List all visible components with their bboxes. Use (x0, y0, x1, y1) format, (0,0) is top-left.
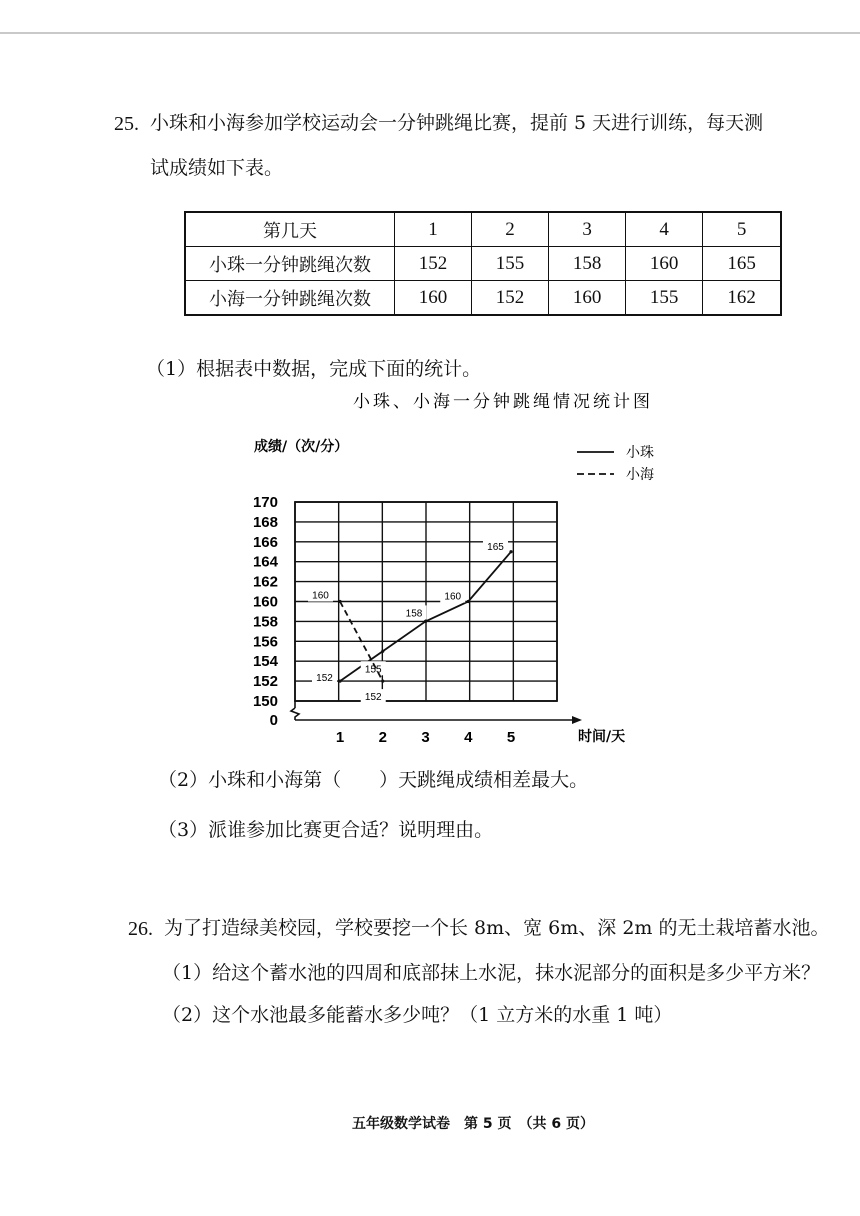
data-point (467, 600, 470, 603)
table-row-label: 小珠一分钟跳绳次数 (185, 247, 395, 281)
y-tick-label: 162 (252, 573, 278, 591)
chart-ticks (253, 494, 515, 746)
y-tick-label: 156 (252, 633, 278, 651)
x-tick-label: 1 (335, 729, 345, 746)
data-point (509, 550, 512, 553)
x-tick-label: 5 (506, 729, 516, 746)
y-tick-label: 164 (252, 553, 278, 571)
question-26-sub2: （2）这个水池最多能蓄水多少吨？（1 立方米的水重 1 吨） (162, 1004, 673, 1026)
table-header-cell: 2 (472, 212, 549, 247)
table-header-cell: 5 (703, 212, 781, 247)
data-point (338, 680, 341, 683)
question-26-text: 为了打造绿美校园，学校要挖一个长 8m、宽 6m、深 2m 的无土栽培蓄水池。 (164, 917, 830, 939)
y-tick-label: 150 (252, 693, 278, 710)
question-25-sub1: （1）根据表中数据，完成下面的统计。 (146, 358, 482, 380)
table-header-cell: 3 (549, 212, 626, 247)
data-label: 160 (312, 590, 329, 602)
page-top-border (0, 32, 860, 34)
data-point (381, 650, 384, 653)
table-cell: 162 (703, 281, 781, 316)
line-chart (0, 380, 860, 780)
table-cell: 160 (626, 247, 703, 281)
data-point (424, 620, 427, 623)
y-tick-label: 160 (252, 593, 278, 611)
question-26-sub1: （1）给这个蓄水池的四周和底部抹上水泥，抹水泥部分的面积是多少平方米？ (162, 962, 821, 984)
question-25-sub3: （3）派谁参加比赛更合适？说明理由。 (158, 819, 494, 841)
y-tick-label: 0 (269, 712, 278, 729)
data-label: 165 (487, 541, 504, 553)
y-tick-label: 158 (252, 613, 278, 631)
chart-legend (577, 444, 654, 483)
table-cell: 152 (472, 281, 549, 316)
x-axis-label: 时间/天 (578, 729, 626, 745)
chart-axes (291, 701, 582, 724)
table-cell: 152 (395, 247, 472, 281)
axis-break-icon (291, 708, 299, 720)
y-tick-label: 152 (252, 673, 278, 691)
x-axis-arrow-icon (572, 716, 582, 724)
table-header-cell: 1 (395, 212, 472, 247)
data-label: 158 (405, 608, 423, 620)
y-tick-label: 154 (252, 653, 278, 671)
table-header-cell: 第几天 (185, 212, 395, 247)
data-label: 160 (444, 591, 462, 603)
table-header-row (185, 212, 781, 247)
data-label: 155 (364, 664, 382, 676)
chart-title: 小珠、小海一分钟跳绳情况统计图 (353, 392, 653, 412)
data-label: 152 (316, 673, 333, 685)
table-header-cell: 4 (626, 212, 703, 247)
question-25-sub2: （2）小珠和小海第（ ）天跳绳成绩相差最大。 (158, 769, 589, 791)
question-25-number: 25. (114, 113, 139, 135)
table-row-label: 小海一分钟跳绳次数 (185, 281, 395, 316)
question-25-text-line1: 小珠和小海参加学校运动会一分钟跳绳比赛，提前 5 天进行训练，每天测 (150, 112, 764, 134)
x-tick-label: 2 (378, 729, 387, 746)
page-footer: 五年级数学试卷 第 5 页 （共 6 页） (352, 1116, 594, 1132)
table-row (185, 247, 781, 281)
legend-label: 小海 (626, 467, 654, 483)
legend-label: 小珠 (626, 445, 654, 461)
table-cell: 160 (395, 281, 472, 316)
table-row (185, 281, 781, 316)
score-table (184, 211, 782, 316)
table-cell: 155 (472, 247, 549, 281)
table-cell: 155 (626, 281, 703, 316)
table-cell: 160 (549, 281, 626, 316)
x-tick-label: 4 (464, 729, 473, 746)
y-tick-label: 170 (252, 494, 278, 511)
question-26-number: 26. (128, 918, 153, 940)
y-tick-label: 166 (252, 533, 278, 551)
table-cell: 158 (549, 247, 626, 281)
data-point (381, 680, 384, 683)
table-cell: 165 (703, 247, 781, 281)
data-point (338, 600, 341, 603)
y-tick-label: 168 (252, 513, 278, 531)
question-25-text-line2: 试成绩如下表。 (150, 157, 284, 179)
data-label: 152 (364, 692, 382, 704)
x-tick-label: 3 (421, 729, 430, 746)
y-axis-label: 成绩/（次/分） (254, 439, 349, 455)
